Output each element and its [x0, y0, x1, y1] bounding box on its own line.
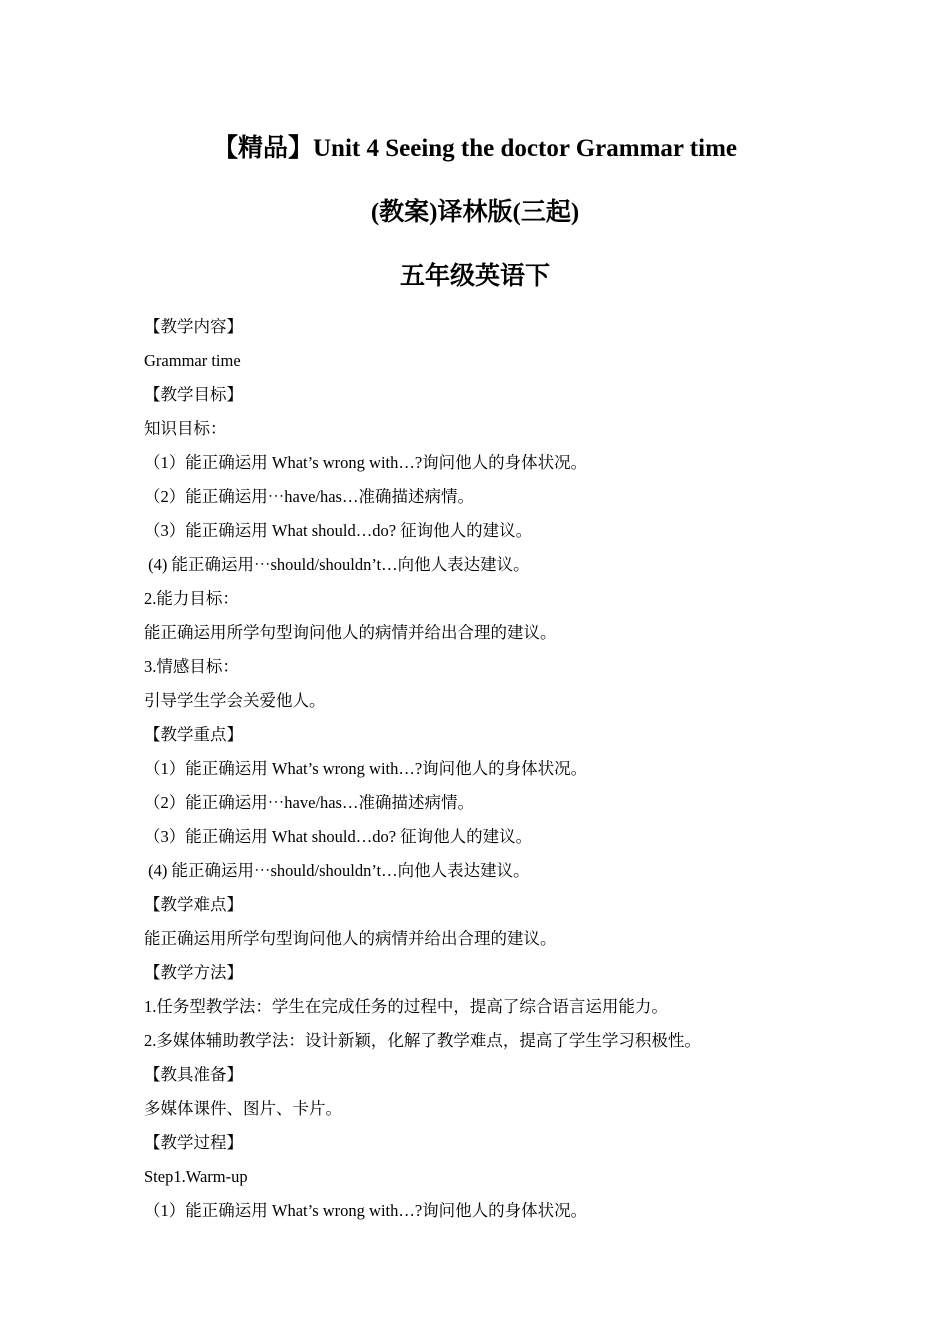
paragraph-line: （1）能正确运用 What’s wrong with…?询问他人的身体状况。: [144, 453, 588, 472]
paragraph-line: （3）能正确运用 What should…do? 征询他人的建议。: [144, 521, 533, 540]
section-heading-materials: 【教具准备】: [144, 1065, 243, 1084]
paragraph-line: Step1.Warm-up: [144, 1167, 248, 1186]
section-heading-difficulties: 【教学难点】: [144, 895, 243, 914]
paragraph-line: （1）能正确运用 What’s wrong with…?询问他人的身体状况。: [144, 1201, 588, 1220]
section-heading-process: 【教学过程】: [144, 1133, 243, 1152]
paragraph-line: 能正确运用所学句型询问他人的病情并给出合理的建议。: [144, 929, 557, 948]
section-heading-methods: 【教学方法】: [144, 963, 243, 982]
paragraph-line: 1.任务型教学法：学生在完成任务的过程中，提高了综合语言运用能力。: [144, 997, 668, 1016]
section-heading-content: 【教学内容】: [144, 317, 243, 336]
paragraph-line: 知识目标：: [144, 419, 227, 438]
paragraph-line: (4) 能正确运用⋯should/shouldn’t…向他人表达建议。: [144, 555, 530, 574]
paragraph-line: （2）能正确运用⋯have/has…准确描述病情。: [144, 487, 474, 506]
document-title-line-2: (教案)译林版(三起): [370, 199, 580, 226]
paragraph-line: 3.情感目标：: [144, 657, 239, 676]
paragraph-line: （1）能正确运用 What’s wrong with…?询问他人的身体状况。: [144, 759, 588, 778]
document-body: [144, 313, 844, 1231]
paragraph-line: (4) 能正确运用⋯should/shouldn’t…向他人表达建议。: [144, 861, 530, 880]
paragraph-line: 引导学生学会关爱他人。: [144, 691, 326, 710]
paragraph-line: Grammar time: [144, 351, 241, 370]
section-heading-objectives: 【教学目标】: [144, 385, 243, 404]
section-heading-key-points: 【教学重点】: [144, 725, 243, 744]
document-title-line-1: 【精品】Unit 4 Seeing the doctor Grammar time: [213, 135, 737, 162]
paragraph-line: 2.多媒体辅助教学法：设计新颖，化解了教学难点，提高了学生学习积极性。: [144, 1031, 701, 1050]
paragraph-line: （2）能正确运用⋯have/has…准确描述病情。: [144, 793, 474, 812]
document-title-line-3: 五年级英语下: [399, 263, 550, 290]
paragraph-line: （3）能正确运用 What should…do? 征询他人的建议。: [144, 827, 533, 846]
paragraph-line: 多媒体课件、图片、卡片。: [144, 1099, 342, 1118]
paragraph-line: 2.能力目标：: [144, 589, 239, 608]
paragraph-line: 能正确运用所学句型询问他人的病情并给出合理的建议。: [144, 623, 557, 642]
